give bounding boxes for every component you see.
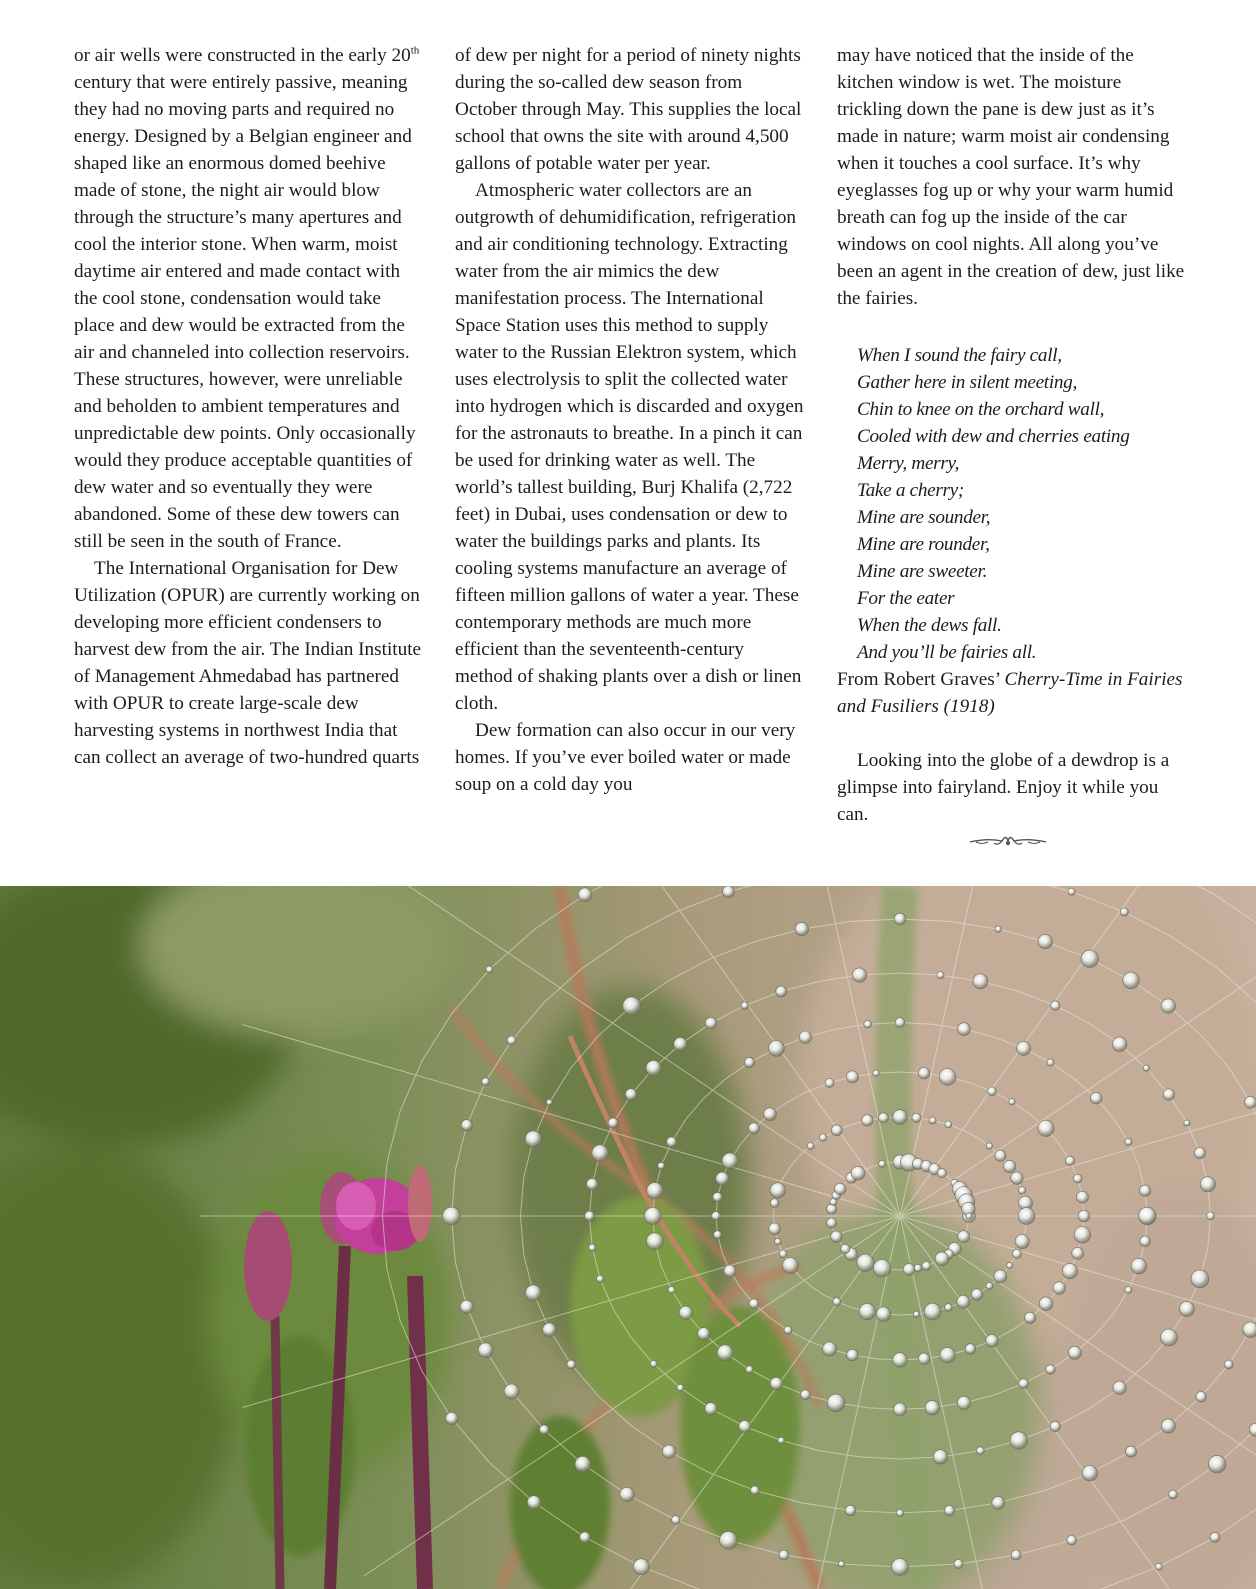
dew-drop [1067,1536,1077,1546]
poem-line: Cooled with dew and cherries eating [857,426,1130,447]
dew-drop [995,1150,1006,1161]
dew-drop [944,1505,954,1515]
dew-drop [892,1559,909,1576]
paragraph [74,42,424,555]
dew-drop [1125,1287,1132,1294]
dew-drop [827,1218,837,1228]
dew-drop [1009,1099,1015,1105]
dew-drop [633,1559,649,1575]
paragraph: may have noticed that the inside of the kitchen window is wet. The moisture trickling down the pane is dew just as it’s made in nature; warm moist air condensing when it touches a cool surface. It’s why eyeglasses fog up or why your warm humid breath can fog up the inside of the car windows on cool nights. All along you’ve been an agent in the creation of dew, just like the fairies. [837,45,1185,309]
dew-drop [662,1445,675,1458]
dew-drop [644,1208,661,1225]
dew-drop [945,1121,952,1128]
dew-drop [1112,1037,1127,1052]
poem-line: Mine are sweeter. [857,561,988,582]
dew-drop [575,1456,591,1472]
dew-drop [739,1420,751,1432]
poem-line: Merry, merry, [857,453,960,474]
dew-drop [973,974,988,989]
dew-drop [852,968,866,982]
dew-drop [925,1401,939,1415]
dew-drop [1123,972,1140,989]
dew-drop [1179,1302,1194,1317]
dew-drop [1191,1270,1209,1288]
dew-drop [646,1060,661,1075]
dew-drop [1161,999,1175,1013]
paragraph-text: or air wells were constructed in the early 20 [74,45,411,66]
poem-line: When the dews fall. [857,615,1002,636]
paragraph: Atmospheric water collectors are an outgrowth of dehumidification, refrigeration and air conditioning technology. Extracting water from the air mimics the dew manifestation process. The International Space Station uses this method to supply water to the Russian Elektron system, which uses electrolysis to split the collected water into hydrogen which is discarded and oxygen for the astronauts to breathe. In a pinch it can be used for drinking water as well. The world’s tallest building, Burj Khalifa (2,722 feet) in Dubai, uses condensation or dew to water the buildings parks and plants. Its cooling systems manufacture an average of fifteen million gallons of water a year. These contemporary methods are much more efficient than the seventeenth-century method of shaking plants over a dish or linen cloth. [455,180,804,714]
dew-drop [954,1560,963,1569]
dew-drop [698,1328,710,1340]
dew-drop [831,1231,842,1242]
dew-drop [667,1137,677,1147]
dew-drop [1015,1235,1029,1249]
dew-drop [823,1342,837,1356]
paragraph: Dew formation can also occur in our very homes. If you’ve ever boiled water or made soup on a cold day you [455,720,796,795]
dew-drop [1140,1236,1151,1247]
dew-drop [585,1211,595,1221]
dew-drop [988,1087,997,1096]
dew-drop [741,1002,748,1009]
dew-drop [851,1166,865,1180]
dew-drop [879,1113,889,1123]
dew-drop [770,1183,785,1198]
dew-drop [712,1212,721,1221]
dew-drop [1078,1210,1090,1222]
poem-line: Mine are rounder, [857,534,990,555]
dew-drop [1140,1185,1151,1196]
dew-drop [1210,1532,1220,1542]
dew-drop [1074,1227,1091,1244]
dew-drop [958,1023,971,1036]
dew-drop [764,1108,777,1121]
dew-drop [1011,1550,1021,1560]
dew-drop [971,1289,982,1300]
dew-drop [1012,1249,1021,1258]
dew-drop [800,1390,810,1400]
dew-drop [722,1153,738,1169]
dew-drop [770,1199,779,1208]
dew-drop [895,1018,905,1028]
dew-drop [1038,1120,1054,1136]
dew-drop [779,1250,787,1258]
dew-drop [672,1516,681,1525]
dew-drop [995,926,1001,932]
dew-drop [461,1120,472,1131]
dew-drop [750,1486,759,1495]
dew-drop [1207,1212,1215,1220]
dew-drop [1120,908,1128,916]
dew-drop [1139,1207,1157,1225]
dew-drop [831,1125,842,1136]
dew-drop [1090,1092,1102,1104]
poem-line: Gather here in silent meeting, [857,372,1077,393]
dew-drop [1113,1381,1126,1394]
dew-drop [778,1437,785,1444]
dew-drop [714,1231,722,1239]
dew-drop [1143,1065,1149,1071]
dew-drop [658,1162,665,1169]
dew-drop [893,1110,908,1125]
dew-drop [1163,1089,1174,1100]
dew-drop [839,1561,845,1567]
dew-drop [1194,1148,1205,1159]
dew-drop [478,1343,493,1358]
dew-drop [592,1145,609,1162]
credit-title: Cherry-Time in Fairies and Fusiliers (1918) [837,669,1183,717]
dew-drop [914,1264,922,1272]
dew-drop [1025,1312,1036,1323]
dew-drop [957,1396,970,1409]
dew-drop [723,886,735,898]
flourish-ornament-icon [968,832,1048,850]
dew-drop [827,1204,837,1214]
dew-drop [620,1487,634,1501]
dew-drop [1039,1297,1053,1311]
dew-drop [608,1118,618,1128]
dew-drop [647,1183,663,1199]
dew-drop [1155,1563,1162,1570]
dew-drop [833,1298,841,1306]
dew-drop [705,1403,717,1415]
dew-drop [986,1283,993,1290]
dew-drop [958,1231,970,1243]
dew-drop [1224,1360,1233,1369]
dew-drop [1243,1322,1256,1338]
article-column-2 [455,42,805,798]
dew-drop [769,1041,785,1057]
dew-drop [935,1252,949,1266]
dew-drop [846,1071,858,1083]
dew-drop [650,1360,657,1367]
dew-drop [903,1264,915,1276]
dew-drop [507,1036,516,1045]
dew-drop [1010,1432,1027,1449]
dew-drop [986,1143,992,1149]
dew-drop [1196,1392,1207,1403]
dew-drop [1081,950,1098,967]
dew-drop [646,1233,663,1250]
article-column-1 [74,42,424,771]
dew-drop [720,1531,738,1549]
poem-line: Take a cherry; [857,480,964,501]
dew-drop [1184,1120,1190,1126]
dew-drop [705,1017,717,1029]
dew-drop [945,1304,953,1312]
dew-drop [775,1238,782,1245]
dew-drop [1073,1174,1082,1183]
dew-drop [578,888,592,902]
dew-drop [1208,1455,1226,1473]
dew-drop [486,966,493,973]
dew-drop [894,1403,907,1416]
dew-drop [546,1099,552,1105]
dew-drop [933,1450,947,1464]
dew-drop [897,1510,904,1517]
dew-drop [918,1068,929,1079]
dew-drop [1161,1419,1175,1433]
dew-drop [717,1345,733,1361]
dew-drop [841,1244,850,1253]
dew-drop [965,1344,976,1355]
dew-drop [1003,1160,1015,1172]
dew-drop [929,1117,936,1124]
dew-drop [776,986,787,997]
dew-drop [1082,1466,1097,1481]
superscript: th [410,44,420,57]
dew-drop [873,1070,879,1076]
dew-drop [1062,1263,1077,1278]
dew-drop [1169,1490,1178,1499]
dew-drop [857,1254,874,1271]
dew-drop [1051,1001,1060,1010]
dew-drop [893,1353,908,1368]
dew-drop [527,1496,541,1510]
dew-drop [460,1300,473,1313]
dew-drop [539,1425,549,1435]
dew-drop [834,1183,846,1195]
article-column-3 [837,42,1187,828]
dew-drop [922,1262,931,1271]
dew-drop [977,1447,985,1455]
dew-drop [1017,1041,1031,1055]
poem-line: Chin to knee on the orchard wall, [857,399,1105,420]
dew-drop [937,972,944,979]
dew-drop [724,1265,736,1277]
dew-drop [957,1295,970,1308]
dew-drop [859,1303,875,1319]
dew-drop [679,1306,692,1319]
dew-drop [482,1078,490,1086]
dew-drop [825,1079,834,1088]
dew-drop [924,1303,941,1320]
dew-drop [876,1307,890,1321]
dew-drop [713,1192,723,1202]
dew-drop [994,1270,1007,1283]
poem-line: Mine are sounder, [857,507,991,528]
dew-drop [567,1360,576,1369]
dew-drop [1007,1263,1013,1269]
dew-drop [586,1179,598,1191]
dew-drop [1126,1446,1137,1457]
dew-drop [779,1550,789,1560]
dew-drop [446,1412,458,1424]
dew-drop [1038,934,1052,948]
dew-drop [1125,1138,1132,1145]
dew-drop [827,1394,845,1412]
dew-drop [784,1326,792,1334]
dew-drop [847,1349,859,1361]
dew-drop [939,1069,956,1086]
dew-drop [749,1123,760,1134]
dew-drop [716,1172,729,1185]
dew-drop [543,1323,557,1337]
dew-drop [1076,1191,1088,1203]
poem-line: For the eater [857,588,955,609]
dew-drop [894,913,906,925]
poem-credit [837,666,1187,720]
dew-drop [1068,888,1075,895]
poem-line: When I sound the fairy call, [857,345,1062,366]
dew-drop [879,1160,886,1167]
dew-drop [795,922,808,935]
dew-drop [443,1207,461,1225]
paragraph-text: century that were entirely passive, meaning they had no moving parts and required no energy. Designed by a Belgian engineer and shaped like an enormous domed beehive made of stone, the night air would blow through the structure’s many apertures and cool the interior stone. When warm, moist daytime air entered and made contact with the cool stone, condensation would take place and dew would be extracted from the air and channeled into collection reservoirs. These structures, however, were unreliable and beholden to ambient temperatures and unpredictable dew points. Only occasionally would they produce acceptable quantities of dew water and so eventually they were abandoned. Some of these dew towers can still be seen in the south of France. [74,72,416,552]
dew-drop [807,1143,814,1150]
dew-drop [1019,1187,1026,1194]
dew-drop [677,1384,684,1391]
paragraph: The International Organisation for Dew Utilization (OPUR) are currently working on developing more efficient condensers to harvest dew from the air. The Indian Institute of Management Ahmedabad has partnered with OPUR to create large-scale dew harvesting systems in northwest India that can collect an average of two-hundred quarts [74,558,422,768]
dew-drop [1065,1156,1074,1165]
dew-drop [525,1285,541,1301]
dew-drop [862,1115,873,1126]
dew-drop [782,1258,798,1274]
dew-drop [819,1134,826,1141]
dew-drop [912,1113,921,1122]
poem [857,342,1187,666]
dew-drop [1072,1247,1084,1259]
dew-drop [940,1347,955,1362]
dew-drop [1053,1282,1066,1295]
dew-drop [749,1299,759,1309]
dew-drop [845,1505,856,1516]
dew-drop [623,997,641,1015]
dew-drop [1047,1059,1054,1066]
dew-drop [674,1038,687,1051]
dew-drop [504,1384,519,1399]
dew-drop [1160,1329,1177,1346]
dew-drop [937,1169,946,1178]
dew-drop [864,1020,872,1028]
dew-drop [1245,1096,1256,1108]
dew-drop [589,1244,596,1251]
dew-drop [799,1031,811,1043]
dew-drop [596,1275,603,1282]
dew-drop [1011,1172,1023,1184]
dew-drop [746,1366,753,1373]
dew-drop [580,1532,591,1543]
dew-drop [1019,1379,1029,1389]
dew-drop [525,1131,541,1147]
dew-drop [966,1213,972,1219]
closing-paragraph: Looking into the globe of a dewdrop is a glimpse into fairyland. Enjoy it while you can. [837,750,1170,825]
dew-drop [873,1259,891,1277]
credit-text: From Robert Graves’ [837,669,1005,690]
dew-drop [986,1334,999,1347]
poem-line: And you’ll be fairies all. [857,642,1037,663]
dew-drop [1046,1365,1055,1374]
dew-drop [1068,1346,1081,1359]
dew-drop [1018,1208,1035,1225]
dew-drop [913,1311,919,1317]
dew-drop [770,1377,783,1390]
paragraph: of dew per night for a period of ninety nights during the so-called dew season from October through May. This supplies the local school that owns the site with around 4,500 gallons of potable water per year. [455,45,802,174]
dewy-spiderweb-photo [0,886,1256,1589]
dew-drop [769,1223,781,1235]
dew-drop [1131,1258,1147,1274]
dew-drop [918,1353,929,1364]
dew-drop [744,1057,754,1067]
dew-drop [1050,1421,1060,1431]
dew-drop [625,1089,637,1101]
photo-illustration [0,886,1256,1589]
dew-drop [992,1497,1005,1510]
dew-drop [1200,1177,1215,1192]
dew-drop [668,1287,675,1294]
